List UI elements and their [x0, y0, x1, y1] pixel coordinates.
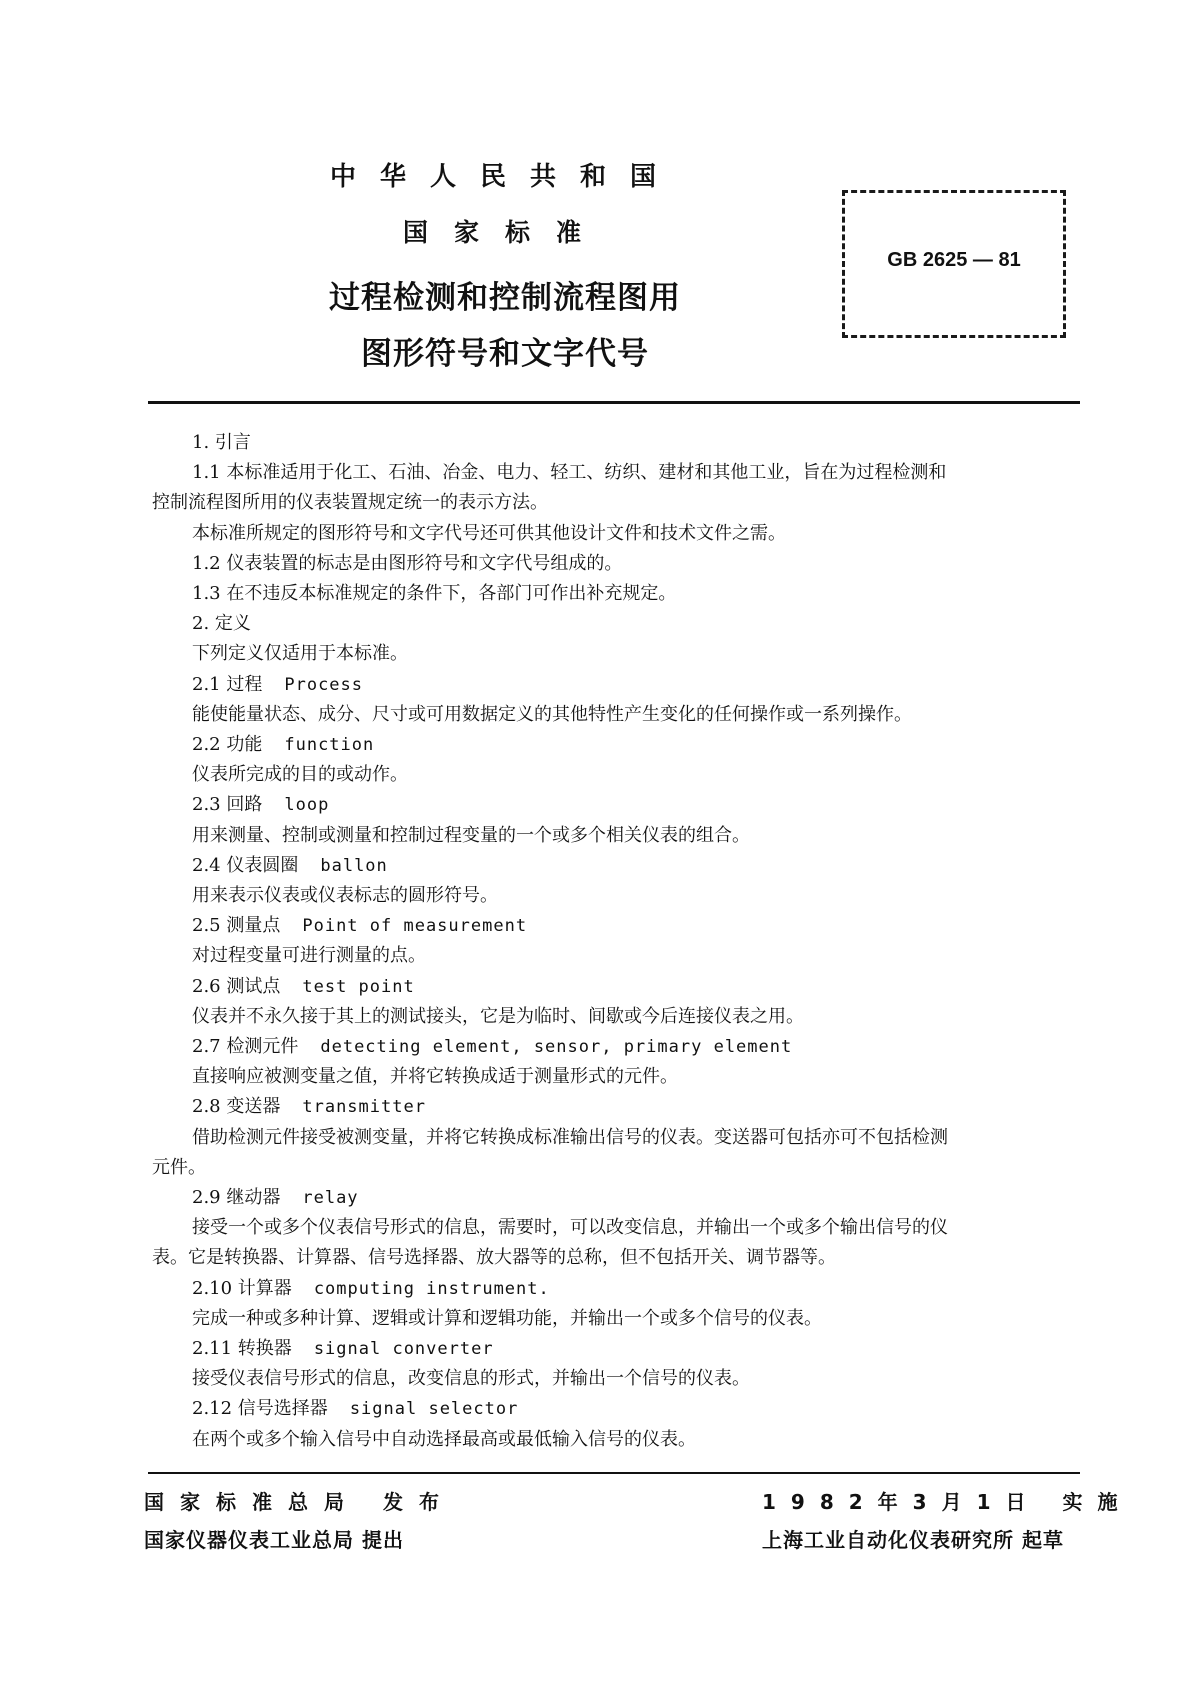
- line-text: 1.2 仪表装置的标志是由图形符号和文字代号组成的。: [192, 552, 623, 574]
- text-line: [192, 1092, 426, 1118]
- line-text: 用来表示仪表或仪表标志的圆形符号。: [192, 885, 498, 906]
- text-line: [192, 1032, 792, 1058]
- text-line: [192, 821, 750, 847]
- english-term: test point: [302, 976, 415, 997]
- text-line: [192, 549, 622, 575]
- line-text: 2.1 过程: [192, 673, 263, 695]
- text-line: [192, 1364, 750, 1390]
- text-line: [192, 639, 408, 665]
- text-line: [192, 1183, 359, 1209]
- line-text: 借助检测元件接受被测变量，并将它转换成标准输出信号的仪表。变送器可包括亦可不包括检测: [192, 1126, 948, 1148]
- text-line: [192, 519, 786, 545]
- text-line: [192, 1394, 518, 1420]
- document-title-line-2: 图形符号和文字代号: [361, 336, 649, 372]
- english-term: function: [284, 735, 375, 755]
- line-text: 用来测量、控制或测量和控制过程变量的一个或多个相关仪表的组合。: [192, 824, 750, 846]
- text-line: [152, 488, 548, 514]
- line-text: 2.2 功能: [192, 734, 263, 755]
- text-line: [192, 428, 251, 454]
- text-line: [192, 1123, 948, 1149]
- line-text: 在两个或多个输入信号中自动选择最高或最低输入信号的仪表。: [192, 1428, 696, 1450]
- text-line: [192, 972, 415, 998]
- line-text: 2.10 计算器: [192, 1277, 292, 1299]
- standard-number: GB 2625 — 81: [887, 249, 1021, 271]
- footer-drafter: 上海工业自动化仪表研究所 起草: [762, 1528, 1064, 1552]
- text-line: [192, 941, 426, 967]
- text-line: [192, 1062, 678, 1088]
- text-line: [192, 609, 251, 635]
- line-text: 完成一种或多种计算、逻辑或计算和逻辑功能，并输出一个或多个信号的仪表。: [192, 1307, 822, 1329]
- standard-number-box: [842, 190, 1066, 338]
- line-text: 1.3 在不违反本标准规定的条件下，各部门可作出补充规定。: [192, 583, 677, 604]
- english-term: signal converter: [313, 1339, 494, 1359]
- line-text: 2.7 检测元件: [192, 1036, 299, 1057]
- english-term: transmitter: [302, 1097, 426, 1118]
- footer-proposer: 国家仪器仪表工业总局 提出: [144, 1528, 404, 1552]
- line-text: 2. 定义: [192, 613, 251, 635]
- english-term: loop: [284, 795, 330, 816]
- footer-publisher: 国家标准总局 发布: [144, 1490, 455, 1514]
- line-text: 直接响应被测变量之值，并将它转换成适于测量形式的元件。: [192, 1066, 678, 1088]
- line-text: 表。它是转换器、计算器、信号选择器、放大器等的总称，但不包括开关、调节器等。: [152, 1247, 836, 1269]
- text-line: [192, 579, 676, 605]
- line-text: 2.5 测量点: [192, 915, 281, 937]
- text-line: [152, 1153, 206, 1179]
- line-text: 本标准所规定的图形符号和文字代号还可供其他设计文件和技术文件之需。: [192, 522, 786, 544]
- country-heading: 中华人民共和国: [329, 162, 680, 192]
- national-standard-heading: 国家标准: [402, 218, 607, 247]
- text-line: [192, 911, 527, 937]
- english-term: signal selector: [349, 1399, 519, 1420]
- line-text: 仪表并不永久接于其上的测试接头，它是为临时、间歇或今后连接仪表之用。: [192, 1005, 804, 1027]
- line-text: 2.6 测试点: [192, 975, 281, 997]
- english-term: ballon: [320, 855, 388, 876]
- document-title-line-1: 过程检测和控制流程图用: [329, 280, 681, 316]
- line-text: 元件。: [152, 1156, 206, 1178]
- english-term: Process: [284, 674, 364, 695]
- line-text: 1. 引言: [192, 432, 251, 453]
- top-divider: [148, 401, 1080, 404]
- line-text: 接受仪表信号形式的信息，改变信息的形式，并输出一个信号的仪表。: [192, 1368, 750, 1390]
- text-line: [192, 1334, 494, 1360]
- text-line: [192, 1213, 948, 1239]
- text-line: [192, 1425, 696, 1451]
- line-text: 2.9 继动器: [192, 1187, 281, 1208]
- line-text: 1.1 本标准适用于化工、石油、冶金、电力、轻工、纺织、建材和其他工业，旨在为过程检测和: [192, 462, 947, 484]
- bottom-divider: [148, 1472, 1080, 1474]
- english-term: relay: [302, 1188, 359, 1208]
- line-text: 2.12 信号选择器: [192, 1398, 328, 1420]
- footer-effective-date: 1982年3月1日 实施: [762, 1490, 1133, 1514]
- line-text: 2.11 转换器: [192, 1338, 292, 1359]
- english-term: Point of measurement: [302, 916, 528, 937]
- text-line: [192, 790, 329, 816]
- line-text: 2.4 仪表圆圈: [192, 854, 299, 876]
- line-text: 仪表所完成的目的或动作。: [192, 764, 408, 786]
- line-text: 接受一个或多个仪表信号形式的信息，需要时，可以改变信息，并输出一个或多个输出信号的仪: [192, 1217, 948, 1239]
- text-line: [192, 700, 912, 726]
- line-text: 2.3 回路: [192, 794, 263, 816]
- text-line: [152, 1243, 836, 1269]
- text-line: [192, 1002, 804, 1028]
- line-text: 下列定义仅适用于本标准。: [192, 643, 408, 665]
- text-line: [192, 670, 363, 696]
- text-line: [192, 458, 946, 484]
- line-text: 能使能量状态、成分、尺寸或可用数据定义的其他特性产生变化的任何操作或一系列操作。: [192, 703, 912, 725]
- text-line: [192, 1274, 550, 1300]
- line-text: 2.8 变送器: [192, 1096, 281, 1118]
- english-term: computing instrument.: [313, 1278, 550, 1299]
- text-line: [192, 760, 408, 786]
- text-line: [192, 1304, 822, 1330]
- text-line: [192, 881, 498, 907]
- line-text: 对过程变量可进行测量的点。: [192, 945, 426, 967]
- english-term: detecting element, sensor, primary element: [320, 1037, 793, 1057]
- text-line: [192, 730, 374, 756]
- line-text: 控制流程图所用的仪表装置规定统一的表示方法。: [152, 492, 548, 514]
- text-line: [192, 851, 388, 877]
